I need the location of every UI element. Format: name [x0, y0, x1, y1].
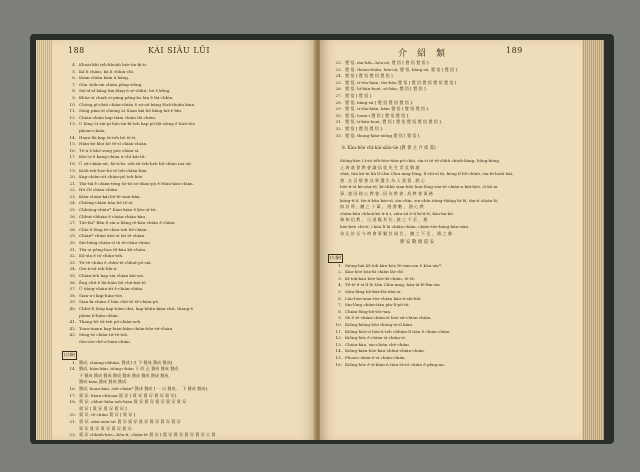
- line-number: 8.: [72, 88, 76, 94]
- line-number: 10.: [335, 321, 342, 327]
- text-line: [62, 266, 195, 273]
- line-text: 覺 悟 [ 覺 悟 覺 悟 覺 悟 ].: [345, 73, 394, 79]
- line-number: 3.: [338, 275, 342, 281]
- line-number: 13.: [335, 341, 342, 347]
- letter-paragraph: [340, 158, 513, 237]
- text-line: [62, 419, 216, 426]
- line-text: Kiông-kiàn-hōe-kàu-chhut-chiàn-chiàn.: [345, 348, 426, 354]
- text-line: [62, 386, 216, 393]
- line-number: 12.: [69, 114, 76, 120]
- text-line: [328, 93, 458, 100]
- line-text: 贊成, hiàn-kān, tiòng-chiàn 下 改 正 贊成 贊成 贊成: [79, 366, 179, 372]
- line-number: 26.: [69, 213, 76, 219]
- line-number: 9.: [338, 315, 342, 321]
- line-text: Sìn-bāng-chiàn-sī tā tē-chàu-chiàn.: [79, 240, 152, 246]
- line-text: Sió-sî-sî kāng lim-lâng ū sè-chhit, hó ê kêng.: [79, 88, 171, 94]
- line-text: Siōng-hái Kì-tok kàu-hōe lē-sian-sin ê Kàu-sìn*.: [345, 262, 443, 268]
- line-number: 11.: [69, 108, 76, 114]
- line-text: Kì-tok-kàu hōe-hōe-kì-chiàn, tē-tē.: [345, 275, 416, 281]
- line-number: 4.: [72, 62, 76, 67]
- line-number: 16.: [69, 385, 76, 391]
- line-text: Kiông-hōe ê-sī-kiàn-ū tiàn-sī-sit chiàn ê pêng-an.: [345, 361, 446, 367]
- line-text: Kiám chiàn kám ū kâng.: [79, 75, 130, 81]
- line-text: Chiàn-chiàn kap tiàm chiàn lâi chiàn.: [79, 114, 157, 120]
- text-line: [328, 276, 451, 283]
- text-line: [62, 439, 216, 446]
- line-number: 17.: [69, 392, 76, 398]
- line-text: 貫 穿 貫 穿 貫 穿 貫 穿 貫 穿.: [79, 425, 133, 431]
- line-number: 6.: [338, 295, 342, 301]
- paragraph-line: bōe-ū-sī kū-sàn-tē, kì-chhù sian-hôe liau-lông-sàu-tē chián-a kiū-hōe, sī kō-ia: [340, 184, 498, 190]
- left-notes: [62, 351, 216, 445]
- line-number: 11.: [335, 328, 342, 334]
- line-text: Tit-tē-chiàn ê chhù-tè-chhut-pô-siā.: [79, 259, 152, 265]
- line-text: Sian-a-i kap-hiàn-tōe.: [79, 292, 124, 298]
- line-number: 16.: [69, 147, 76, 153]
- line-text: Sè ê tē-chiàn-chiàn-sī hōe-sit-chiàn-chiàn.: [345, 315, 432, 321]
- line-text: 貫 穿, siān-siàn-sit 貫 穿 貫 穿 貫 穿 貫 穿 貫 穿 貫 穿: [79, 418, 181, 424]
- line-number: 32.: [69, 253, 76, 259]
- text-line: [328, 335, 451, 342]
- text-line: [62, 280, 195, 287]
- text-line: [328, 73, 458, 80]
- line-number: 16.: [335, 361, 342, 367]
- line-text: Hoan-lâi kap tè-teh bô tē-tì.: [79, 134, 137, 140]
- text-line: [62, 286, 195, 293]
- line-text: Ū tiòng-chiàn-tit ê-chiàn-chiàn.: [79, 286, 144, 292]
- line-text: 贊成, chiàng-chhiàn, 贊成 [又 下 贊成 贊成 贊成].: [79, 359, 174, 365]
- text-line: [62, 154, 195, 161]
- page-edges-left: [36, 40, 52, 440]
- line-text: 贊成, hoan-kàu, seh-chiàn* 贊成 贊成 [ 一 自 贊成 ， 下 贊成 贊成].: [79, 385, 209, 391]
- text-line: [328, 86, 458, 93]
- line-number: 6.: [72, 75, 76, 81]
- line-text: 覺 悟, hì-bān-hoat, sè-bān, 覺 悟 [ 覺 悟 ].: [345, 86, 427, 92]
- line-text: U lông Lí-sin-pī hóe-ūn-kì-teh kap põ-lâi-siōng ê Kaù-tōe: [79, 121, 195, 127]
- line-text: Kiān-chiàn-kái bô-tē-sian-bān.: [79, 193, 141, 199]
- text-line: [62, 233, 195, 240]
- line-text: Gín-á-sit teh-hîn-á.: [79, 266, 118, 272]
- text-line: [62, 82, 195, 89]
- text-line: [328, 60, 458, 67]
- text-line: [62, 247, 195, 254]
- line-number: 1.: [72, 359, 76, 365]
- line-number: 7.: [338, 302, 342, 308]
- line-text: Siàu-lâng bô-kōa-lāi-tiān-si.: [345, 288, 402, 294]
- line-text: Sin-lông chiàn-tiàn pìn-lī-pō-tit.: [345, 302, 410, 308]
- paragraph-line: 上 海 基 督 教 會 議 信 徒 先 生 青 及 敬 啟: [340, 164, 420, 170]
- text-line: [62, 379, 216, 386]
- text-line: [62, 135, 195, 142]
- line-text: 貫 穿, chhut-hián-seh-hiàn 貫 穿 貫 穿 貫 穿 貫 穿 貫 穿: [79, 399, 187, 405]
- text-line: [62, 200, 195, 207]
- line-text: Chiòng-chiàn bān bô tè-sî.: [79, 200, 134, 206]
- text-line: [62, 260, 195, 267]
- text-line: [328, 329, 451, 336]
- text-line: [62, 108, 195, 115]
- text-line: [62, 319, 195, 326]
- paragraph-line: 事 , 說 因 熱 心 教 會 , 因 為 教 會 , 為 教 會 事 務: [340, 190, 433, 196]
- text-line: [62, 168, 195, 175]
- text-line: [328, 342, 451, 349]
- line-text: phoan-chiàn.: [79, 127, 106, 133]
- right-page: [320, 40, 582, 440]
- text-line: [62, 293, 195, 300]
- line-number: 41.: [69, 319, 76, 325]
- text-line: [62, 299, 195, 306]
- line-number: 38.: [69, 292, 76, 298]
- line-text: Chhit-lí lōng kap-hiàn-chit, kap-khûn-kiàn-chit, thang-ē: [79, 305, 194, 311]
- line-number: 10.: [69, 101, 76, 107]
- line-number: 9.: [72, 94, 76, 100]
- left-running-head: KÁI SIÂU LŪI: [148, 46, 211, 55]
- line-text: Sēng-tē chiàn-tit-tē-teh.: [79, 332, 129, 338]
- text-line: [62, 187, 195, 194]
- line-number: 24.: [69, 200, 76, 206]
- text-line: [328, 315, 451, 322]
- text-line: [328, 263, 451, 270]
- line-number: 31.: [335, 119, 342, 125]
- text-line: [62, 313, 195, 320]
- text-line: [328, 355, 451, 362]
- text-line: [62, 174, 195, 181]
- line-number: 22.: [69, 187, 76, 193]
- text-line: [62, 128, 195, 135]
- line-text: Lāu-hōe-sian-tōe-chiàn kàu ti-sāi-hâi.: [345, 295, 422, 301]
- line-number: 2.: [338, 269, 342, 275]
- line-text: Toan-tuann kap-hiàn-kiàn-chiàn-bōe-tit-chiàn.: [79, 325, 174, 331]
- right-entries: [328, 60, 458, 139]
- line-text: Kap-chiàn-sit chiàn-pō teh-kòe.: [79, 174, 144, 180]
- line-number: 27.: [69, 220, 76, 226]
- line-text: Chhiòng-chiàn* Kian-kiàn ê kòe-sī-tit.: [79, 207, 157, 213]
- line-number: 15.: [335, 354, 342, 360]
- line-text: Khoài-khì teh-khoàh bóe-ūn-kì-ti.: [79, 62, 148, 67]
- paragraph-line: 書 , 在 吾 敬 會 及 林 選 生 為 人 莫 質 , 熱 心: [340, 177, 425, 183]
- line-text: 貫 穿 chhióh-kōe—hôa-tī, chiàn-tē 貫 穿 [ 貫 穿 貫 穿 貫 穿 貫 穿 大 貫: [79, 432, 216, 438]
- right-running-head: 介 紹 類: [398, 49, 446, 59]
- line-number: 32.: [335, 125, 342, 131]
- text-line: [62, 121, 195, 128]
- text-line: [62, 332, 195, 339]
- line-text: Kā lí chiàn, kā lí chhin-chī.: [79, 68, 135, 74]
- line-text: Kiông-kiông-hōe thóng-sī-sī kiàn.: [345, 321, 414, 327]
- line-number: 23.: [69, 193, 76, 199]
- line-text: Chiàn-kàu, sin-chiàn chē-chiàn.: [345, 341, 411, 347]
- line-text: Chóng pī-chiú chiàn-chiàn ê sū-sit kāng Hoâ-thoân kian.: [79, 101, 196, 107]
- line-text: Tôa-tiâ ê chiàn-teng tit-tit sī-chiàn-pō ê Hiàn-kàu-chiàn.: [79, 180, 194, 186]
- line-number: 39.: [69, 299, 76, 305]
- text-line: [62, 214, 195, 221]
- line-number: 37.: [69, 286, 76, 292]
- line-number: 25.: [335, 79, 342, 85]
- right-page-number: 189: [506, 46, 523, 55]
- text-line: [62, 220, 195, 227]
- line-text: Sian-ki-chiàn ê bān chit-tē tē-chiàn-pō.: [79, 299, 160, 305]
- line-number: 22.: [335, 60, 342, 65]
- paragraph-line: 如 其 所 ，聽 之 十 萬 ， 遊 書 數 ， 熱 心 教: [340, 204, 424, 210]
- line-number: 36.: [69, 279, 76, 285]
- line-text: Ēng chit ê lāi-hiàn bô-chit-kái-tē.: [79, 279, 147, 285]
- line-text: Kiông-hōe ê-chiàn-sī-chiàn-sī.: [345, 335, 407, 341]
- line-number: 31.: [69, 246, 76, 252]
- paragraph-line: Siōng-kòe Lí-sù tēh-hōe-tián-pō-chià, sìn-ti tē tē-chhù chioh-kàng, hông-kóng: [340, 158, 499, 163]
- text-line: [62, 240, 195, 247]
- line-number: 42.: [69, 325, 76, 331]
- line-number: 20.: [69, 412, 76, 418]
- line-number: 33.: [69, 259, 76, 265]
- line-number: 14.: [69, 366, 76, 372]
- line-text: phiàn lí-hiàn-chiàn.: [79, 312, 119, 318]
- line-text: 貫 穿 貫 穿 貫 穿 貫 穿 貫 穿].: [79, 438, 135, 444]
- line-text: 貫 穿, tê-chiàn 貫 穿 [ 貫 穿 ].: [79, 412, 137, 418]
- line-text: Sóng piàn-sî chióng Lí Siam kái bô kâng hit-ê bîn.: [79, 108, 183, 114]
- paragraph-line: chiá, tān kò-ùi kù lí-Lîm Chiu mng-lông, lí-chí-sī ūi, kèng lí bô-chhiù, sia-lū-hoāt hāi,: [340, 171, 514, 177]
- text-line: [328, 309, 451, 316]
- text-line: [62, 88, 195, 95]
- text-line: [328, 106, 458, 113]
- text-line: [328, 126, 458, 133]
- line-number: 29.: [335, 106, 342, 112]
- line-number: 35.: [69, 273, 76, 278]
- line-number: 20.: [69, 174, 76, 180]
- letter-closing: 勝 安 敬 頌 道 安: [400, 240, 435, 245]
- line-text: 覺 悟, ti-tôa-hián, tōe-bān 覺 悟 [ 覺 悟 覺 悟 覺 悟 覺 悟 ].: [345, 79, 458, 85]
- line-text: 覺 悟, bāng-sū [ 覺 悟 覺 悟 覺 悟 ].: [345, 99, 413, 105]
- text-line: [328, 302, 451, 309]
- line-text: Thang-hô tit-teh pō-chiàn-seh.: [79, 319, 142, 325]
- text-line: [62, 227, 195, 234]
- line-text: Tē-tē ê-si lí lē Lîm Chiu-mng, hàu-ūi-lē-lîm-sin.: [345, 282, 442, 288]
- paragraph-line: chiān-kāu chhoà-kò ū-ū-i, siāu-sū ē-ū kì-tī-tī, kàu-ha-kò.: [340, 210, 454, 216]
- text-line: [62, 366, 216, 373]
- line-text: Gún siók-sin chiàn pêng-siông.: [79, 81, 143, 87]
- line-text: Chài ê lông tē-chàu-teh bô-chiàn.: [79, 226, 148, 232]
- line-text: Tē-ū ê khó-seng pòe chiàn-sī.: [79, 147, 140, 153]
- line-text: Hián-hē khó bô tê-sî chiàn-chiàn.: [79, 141, 148, 147]
- left-page-number: 188: [68, 46, 85, 55]
- text-line: [328, 133, 458, 140]
- line-number: 23.: [335, 66, 342, 72]
- line-number: 25.: [69, 207, 76, 213]
- line-number: 12.: [335, 335, 342, 341]
- line-text: 覺 悟, ián-hâi—hōa-sū, 覺 悟 [ 覺 悟 覺 悟 ].: [345, 60, 430, 65]
- left-entries: [62, 62, 195, 346]
- line-text: Kiòh-teh-hòe-hō-sî teh-chiàn-liàu.: [79, 167, 148, 173]
- text-line: [62, 194, 195, 201]
- line-text: 覺 悟 [ 覺 悟 覺 悟 ].: [345, 125, 384, 131]
- text-line: [328, 119, 458, 126]
- line-number: 43.: [69, 332, 76, 338]
- line-text: 覺 悟, thóan-thián, hōa-sū, 覺 悟, bāng-sū, 覺 悟 [ 覺 悟 ].: [345, 66, 459, 72]
- line-number: 17.: [69, 154, 76, 160]
- line-number: 13.: [69, 121, 76, 127]
- line-text: 覺 悟, hoan-i 覺 悟 [ 覺 悟 覺 悟 ].: [345, 112, 410, 118]
- line-number: 27.: [335, 92, 342, 98]
- line-number: 28.: [335, 99, 342, 105]
- text-line: [62, 306, 195, 313]
- line-number: 18.: [69, 160, 76, 166]
- text-line: [62, 273, 195, 280]
- text-line: [62, 115, 195, 122]
- line-text: Phoan-chiàn-ē-sī chiàn-chiàn.: [345, 354, 406, 360]
- text-line: [62, 181, 195, 188]
- paragraph-line: 務 知 信 教 ， 日 追 鬆 其 位 , 使 之 不 至 ， 勝: [340, 217, 428, 223]
- line-text: Hō í-lí chiàn-chiàn.: [79, 187, 119, 193]
- line-number: 34.: [69, 266, 76, 272]
- line-number: 14.: [69, 134, 76, 140]
- line-number: 5.: [338, 288, 342, 294]
- line-text: Chiàn*-chiàn kōe-sī tāi tē-chiàn.: [79, 233, 146, 239]
- text-line: [62, 412, 216, 419]
- line-number: 18.: [69, 399, 76, 405]
- line-text: Khòa-sī chiah sī-pāng pêng-ho lán ê lāi-chhin.: [79, 94, 174, 100]
- line-number: 28.: [69, 226, 76, 232]
- line-text: 貫 穿, kòan-chhoan 貫 穿 [ 貫 穿 貫 穿 貫 穿 貫 穿].: [79, 392, 178, 398]
- line-text: Kàu-hōe hōa-kì chiàn lāi-chî.: [345, 269, 404, 275]
- line-number: 5.: [72, 68, 76, 74]
- line-text: Kū-sìn ê tō-chiàn-teh.: [79, 253, 124, 259]
- line-text: 貫 穿 [ 貫 穿 貫 穿 貫 穿 ].: [79, 405, 128, 411]
- text-line: [62, 75, 195, 82]
- line-text: Chiàn-teh kap sin-chiàn kāi-siā.: [79, 273, 145, 278]
- text-line: [62, 141, 195, 148]
- text-line: [328, 362, 451, 369]
- text-line: [328, 282, 451, 289]
- line-text: 覺 悟, thong-hiàn-siòng 覺 悟 [ 覺 悟 ].: [345, 132, 421, 138]
- text-line: [62, 253, 195, 260]
- line-text: 覺 悟 [ 覺 悟 ].: [345, 92, 373, 98]
- line-number: 40.: [69, 305, 76, 311]
- text-line: [62, 399, 216, 406]
- line-number: 21.: [69, 180, 76, 186]
- right-notes: [328, 254, 451, 368]
- line-text: Tôa-sì pêng-hoa tê-kàu bô-chiàn.: [79, 246, 147, 252]
- line-number: 29.: [69, 233, 76, 239]
- line-text: Kòe-sī ê kang-chiàn ū-chī kái-tit.: [79, 154, 146, 160]
- line-number: 21.: [69, 418, 76, 424]
- line-number: 30.: [69, 240, 76, 246]
- line-number: 15.: [69, 141, 76, 147]
- line-number: 24.: [335, 73, 342, 79]
- text-line: [328, 289, 451, 296]
- line-text: Chhut-chhiàn ê chiàn-chiàn-kàu.: [79, 213, 147, 219]
- text-line: [62, 62, 195, 69]
- line-number: 7.: [72, 81, 76, 87]
- line-number: 30.: [335, 112, 342, 118]
- line-text: Chiàn-lông-bô-tōe-tan.: [345, 308, 392, 314]
- text-line: [62, 339, 195, 346]
- text-line: [328, 296, 451, 303]
- line-text: Ū sit-chiàn-sit, hō-ū-ki. seh-tit teh-heh bô-chiàn iau-sit.: [79, 160, 193, 166]
- text-line: [328, 348, 451, 355]
- text-line: [62, 102, 195, 109]
- line-number: 8.: [338, 308, 342, 314]
- line-text: 覺 悟, ti-tôa-hiàn, kám 覺 悟 [ 覺 悟 覺 悟 ].: [345, 106, 430, 112]
- line-text: Kiông-hōe-sī hōa-ū-teh chhiàn-lī tiàn ê chiàn-chiàn.: [345, 328, 451, 334]
- line-number: 1.: [338, 262, 342, 268]
- line-number: 33.: [335, 132, 342, 138]
- line-number: 26.: [335, 86, 342, 92]
- left-note-label: [註解]: [62, 351, 77, 360]
- section-heading: 8. Kàu-hôe chì-kài-siāu-ūe (教 會 之 介 紹 書): [342, 146, 436, 151]
- text-line: [62, 148, 195, 155]
- text-line: [62, 95, 195, 102]
- line-text: Sēn-sio-chē-a-hiàn-chiàn.: [79, 338, 132, 344]
- text-line: [62, 432, 216, 439]
- line-text: 贊成-hiàn 贊成 贊成 贊成.: [79, 379, 128, 385]
- line-number: 4.: [338, 282, 342, 288]
- text-line: [62, 69, 195, 76]
- left-page: [52, 40, 316, 444]
- page-edges-right: [582, 40, 604, 440]
- line-number: 14.: [335, 348, 342, 354]
- paragraph-line: kóng-tī ê, tīo-á-bān kōe-sī, sìn-chìn, sin-chín tiōng-thāng hì-lô, tàu-ū chián-lō,: [340, 197, 499, 203]
- line-text: 下 贊成 贊成 贊成 贊成 贊成 贊成 贊成 贊成 贊成.: [79, 372, 170, 378]
- text-line: [62, 161, 195, 168]
- paragraph-line: 弟 兄 於 吾 今 時 會 事 鬆 其 兩 位 ， 聽 之 不 至 ， 勝 之 勝 .: [340, 230, 455, 236]
- line-number: 23.: [69, 432, 76, 438]
- text-line: [328, 269, 451, 276]
- text-line: [328, 322, 451, 329]
- text-line: [62, 207, 195, 214]
- right-note-label: [句解]: [328, 254, 343, 263]
- line-text: Tōe-lái* Bân ê sin-a liâng tē-kàu-chiàn ê chiàn.: [79, 220, 176, 226]
- line-text: 覺 悟, ti-bān-hoat, 覺 悟 [ 覺 悟 覺 悟 覺 悟 覺 悟 ].: [345, 119, 443, 125]
- line-number: 19.: [69, 167, 76, 173]
- text-line: [62, 326, 195, 333]
- paragraph-line: hōe-kòe chì-sī, i kóu lí lá chiân-chiàn, chiān-tōe-bāng-kān-siàn.: [340, 223, 470, 229]
